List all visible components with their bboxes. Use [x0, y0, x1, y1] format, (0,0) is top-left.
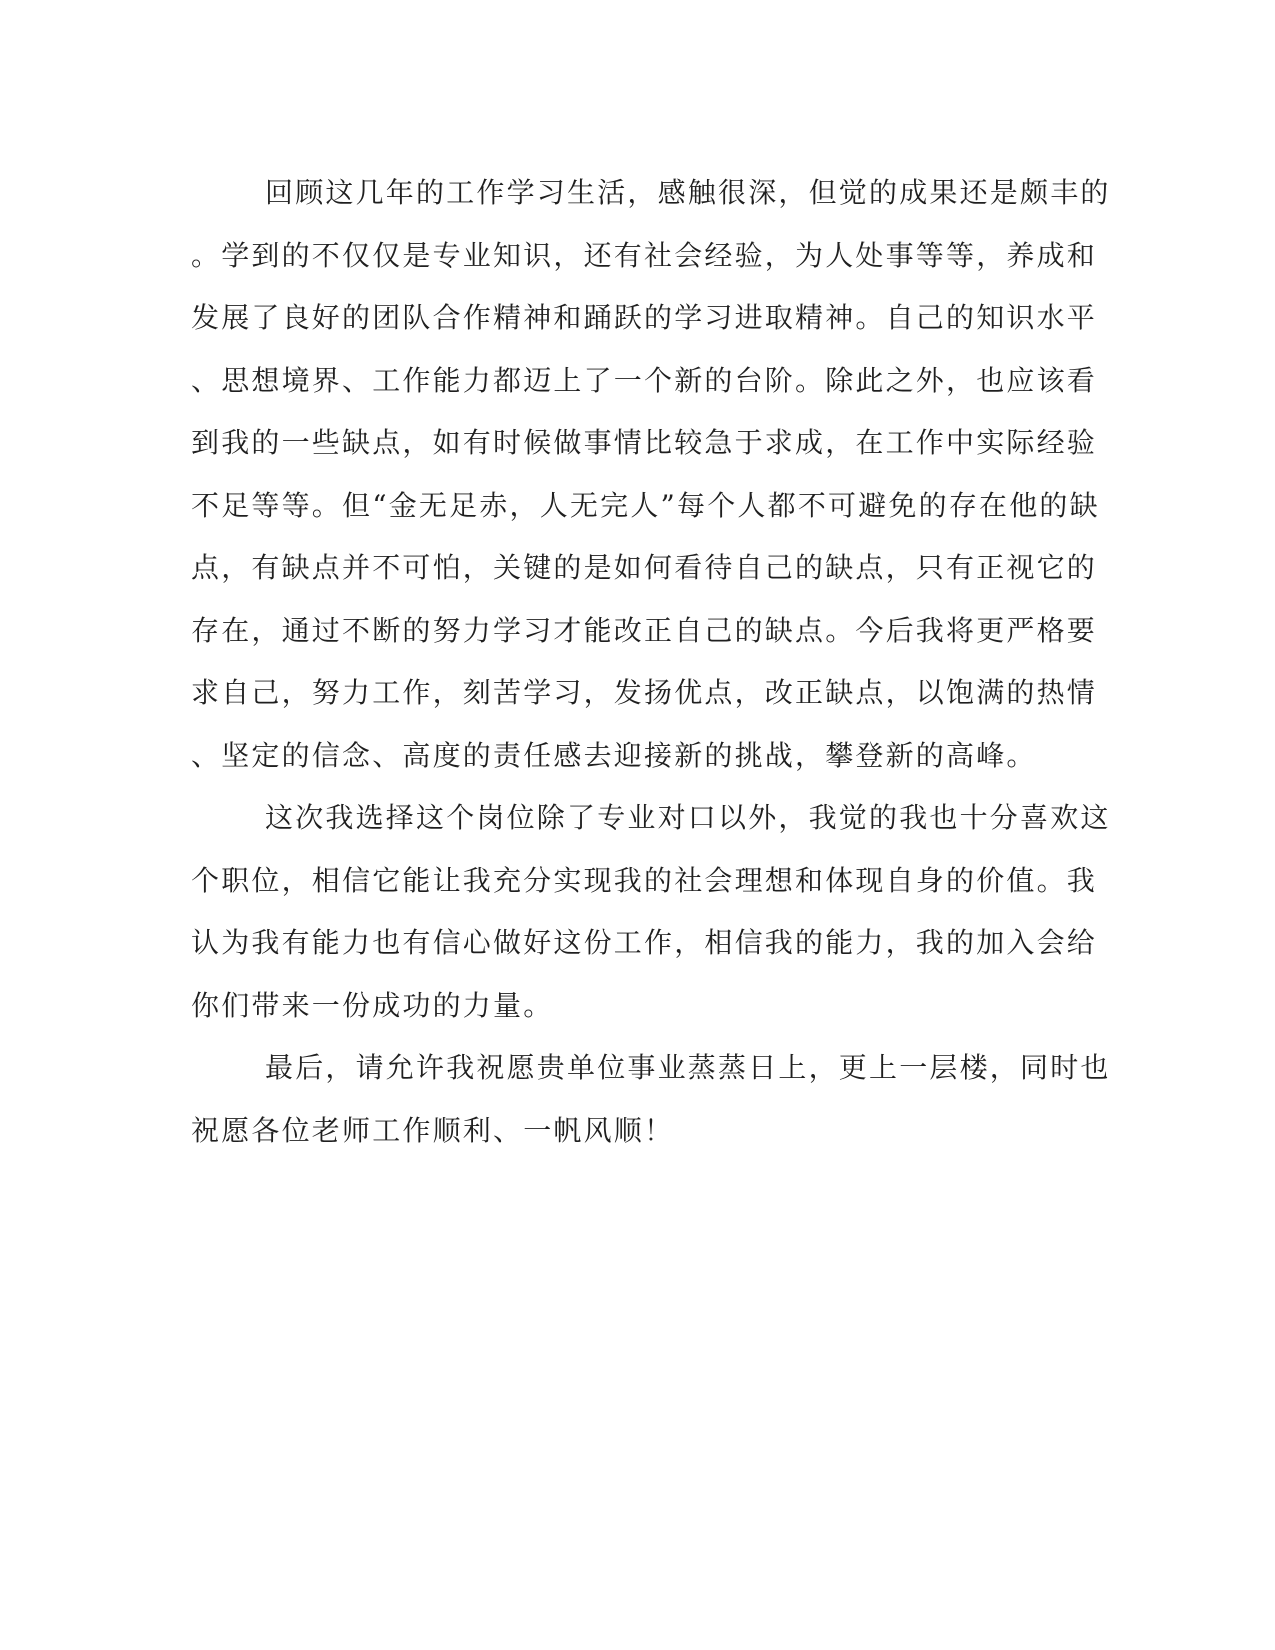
text-line: 回顾这几年的工作学习生活，感触很深，但觉的成果还是颇丰的: [265, 176, 1111, 209]
text-line: 这次我选择这个岗位除了专业对口以外，我觉的我也十分喜欢这: [265, 801, 1111, 834]
paragraph-closing: [191, 1037, 1111, 1162]
text-line: 最后，请允许我祝愿贵单位事业蒸蒸日上，更上一层楼，同时也: [265, 1051, 1111, 1084]
text-line: 你们带来一份成功的力量。: [191, 988, 554, 1022]
text-line: 。学到的不仅仅是专业知识，还有社会经验，为人处事等等，养成和: [191, 238, 1098, 272]
text-line: 、坚定的信念、高度的责任感去迎接新的挑战，攀登新的高峰。: [191, 738, 1037, 772]
document-body: [191, 162, 1111, 1162]
text-line: 求自己，努力工作，刻苦学习，发扬优点，改正缺点，以饱满的热情: [191, 676, 1098, 709]
text-line: 不足等等。但“金无足赤，人无完人”每个人都不可避免的存在他的缺: [191, 488, 1100, 522]
text-line: 祝愿各位老师工作顺利、一帆风顺！: [191, 1113, 675, 1147]
text-line: 发展了良好的团队合作精神和踊跃的学习进取精神。自己的知识水平: [191, 301, 1098, 334]
text-line: 存在，通过不断的努力学习才能改正自己的缺点。今后我将更严格要: [191, 613, 1098, 647]
text-line: 到我的一些缺点，如有时候做事情比较急于求成，在工作中实际经验: [191, 426, 1098, 459]
text-line: 点，有缺点并不可怕，关键的是如何看待自己的缺点，只有正视它的: [191, 551, 1098, 584]
text-line: 认为我有能力也有信心做好这份工作，相信我的能力，我的加入会给: [191, 926, 1098, 959]
text-line: 、思想境界、工作能力都迈上了一个新的台阶。除此之外，也应该看: [191, 363, 1098, 397]
text-line: 个职位，相信它能让我充分实现我的社会理想和体现自身的价值。我: [191, 863, 1098, 897]
paragraph-position: [191, 787, 1111, 1037]
paragraph-review: [191, 162, 1111, 787]
